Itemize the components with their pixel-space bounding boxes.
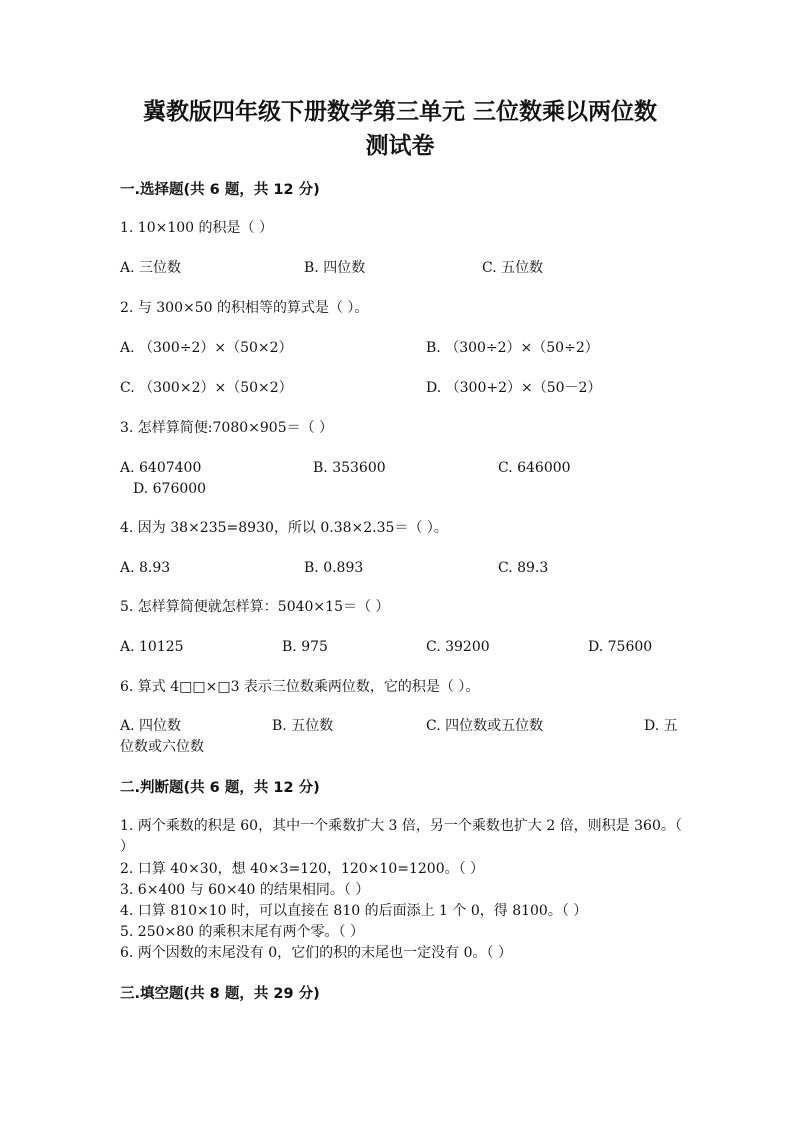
section-1-heading: 一.选择题(共 6 题，共 12 分) <box>120 182 320 198</box>
q5-option-b: B. 975 <box>282 639 328 655</box>
q1-option-b: B. 四位数 <box>304 260 366 276</box>
q6-stem: 6. 算式 4□□×□3 表示三位数乘两位数，它的积是（ ）。 <box>120 679 480 695</box>
judge-item-4: 4. 口算 810×10 时，可以直接在 810 的后面添上 1 个 0，得 8100。（ ） <box>120 903 588 919</box>
q2-option-a: A. （300÷2）×（50×2） <box>120 340 293 356</box>
q6-option-a: A. 四位数 <box>120 718 182 734</box>
q3-option-c: C. 646000 <box>498 460 571 476</box>
exam-title-line1: 冀教版四年级下册数学第三单元 三位数乘以两位数 <box>142 99 657 125</box>
judge-item-6: 6. 两个因数的末尾没有 0，它们的积的末尾也一定没有 0。（ ） <box>120 945 512 961</box>
judge-item-2: 2. 口算 40×30，想 40×3=120，120×10=1200。（ ） <box>120 861 485 877</box>
q1-option-a: A. 三位数 <box>120 260 182 276</box>
q4-stem: 4. 因为 38×235=8930，所以 0.38×2.35＝（ ）。 <box>120 520 448 536</box>
judge-item-5: 5. 250×80 的乘积末尾有两个零。（ ） <box>120 924 364 940</box>
q5-option-c: C. 39200 <box>426 639 490 655</box>
section-2-heading: 二.判断题(共 6 题，共 12 分) <box>120 780 320 796</box>
q6-option-b: B. 五位数 <box>272 718 334 734</box>
q3-option-d: D. 676000 <box>133 481 207 497</box>
q4-option-b: B. 0.893 <box>304 560 364 576</box>
q3-option-b: B. 353600 <box>313 460 386 476</box>
q1-option-c: C. 五位数 <box>482 260 544 276</box>
q5-option-d: D. 75600 <box>588 639 653 655</box>
q2-option-d: D. （300+2）×（50－2） <box>426 380 602 396</box>
q6-option-d-part1: D. 五 <box>644 718 678 734</box>
judge-item-3: 3. 6×400 与 60×40 的结果相同。（ ） <box>120 882 370 898</box>
judge-item-1: 1. 两个乘数的积是 60，其中一个乘数扩大 3 倍，另一个乘数也扩大 2 倍，则积是 360。（ ） <box>120 818 682 855</box>
q1-stem: 1. 10×100 的积是（ ） <box>120 220 273 236</box>
q2-option-b: B. （300÷2）×（50÷2） <box>426 340 599 356</box>
q5-stem: 5. 怎样算简便就怎样算：5040×15＝（ ） <box>120 599 390 615</box>
q5-option-a: A. 10125 <box>120 639 184 655</box>
q6-option-d-part2: 位数或六位数 <box>120 739 204 755</box>
exam-title-line2: 测试卷 <box>365 133 435 159</box>
q4-option-c: C. 89.3 <box>498 560 549 576</box>
q2-option-c: C. （300×2）×（50×2） <box>120 380 293 396</box>
q2-stem: 2. 与 300×50 的积相等的算式是（ ）。 <box>120 300 369 316</box>
q6-option-c: C. 四位数或五位数 <box>426 718 544 734</box>
q4-option-a: A. 8.93 <box>120 560 171 576</box>
q3-option-a: A. 6407400 <box>120 460 202 476</box>
section-3-heading: 三.填空题(共 8 题，共 29 分) <box>120 986 320 1002</box>
q3-stem: 3. 怎样算简便:7080×905＝（ ） <box>120 420 334 436</box>
